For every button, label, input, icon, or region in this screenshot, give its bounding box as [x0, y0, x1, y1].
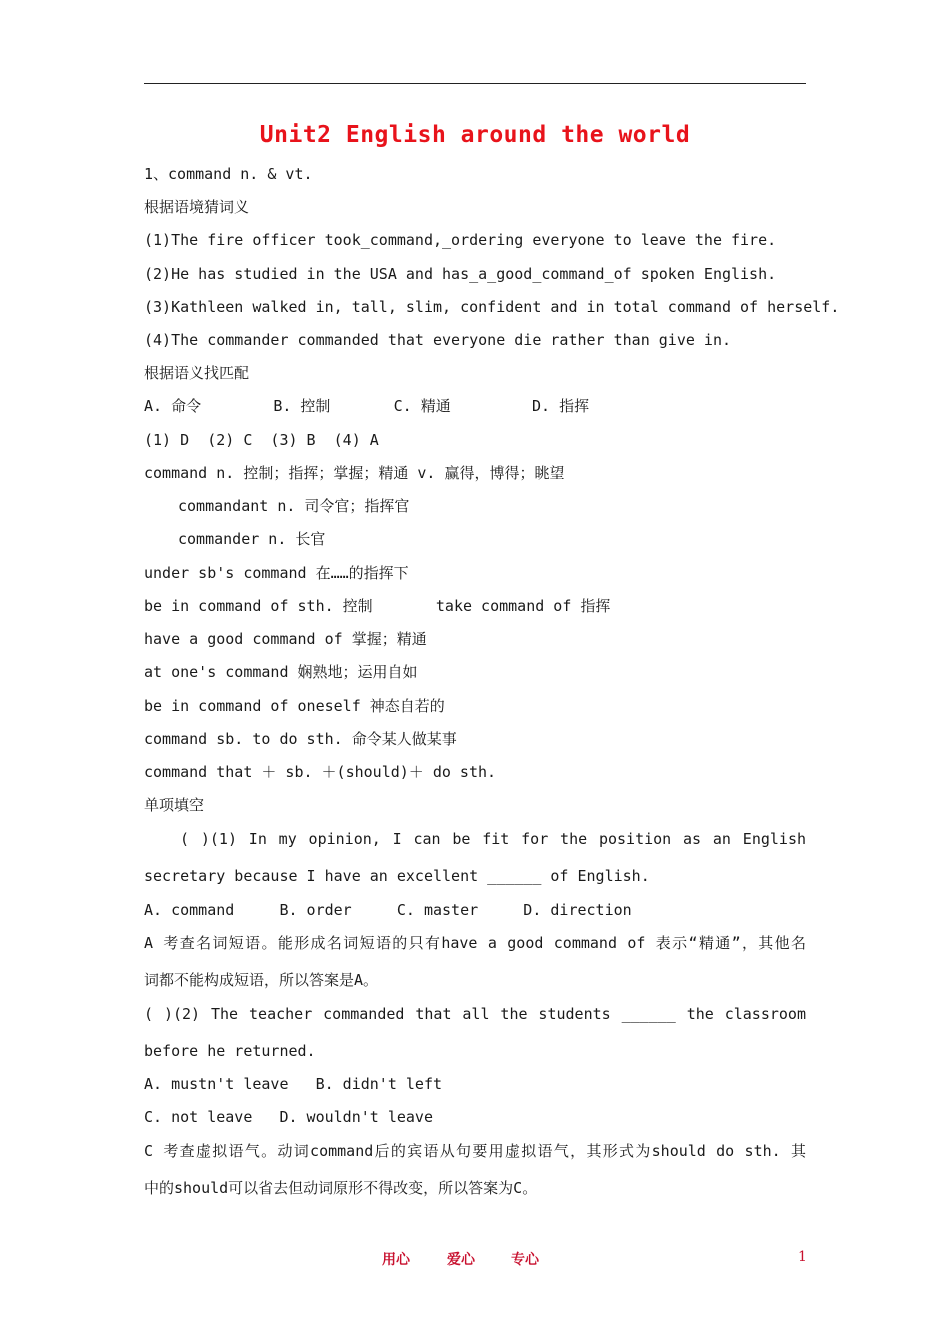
question-line: ( )(1) In my opinion, I can be fit for the position as an English [180, 830, 806, 848]
text-line: commander n. 长官 [178, 530, 326, 548]
footer-item: 爱心 [447, 1252, 475, 1268]
question-line: ( )(2) The teacher commanded that all the students ______ the classroom [144, 1005, 806, 1023]
text-line: commandant n. 司令官；指挥官 [178, 497, 410, 515]
text-line: (1) D (2) C (3) B (4) A [144, 431, 379, 449]
footer-item: 专心 [511, 1252, 539, 1268]
text-line: command n. 控制；指挥；掌握；精通 v. 赢得，博得；眺望 [144, 464, 565, 482]
text-line: be in command of sth. 控制 take command of 指挥 [144, 597, 611, 615]
text-line: 1、command n. & vt. [144, 165, 313, 183]
text-line: have a good command of 掌握；精通 [144, 630, 427, 648]
text-line: (4)The commander commanded that everyone die rather than give in. [144, 331, 731, 349]
page-number: 1 [798, 1249, 807, 1265]
text-line: command sb. to do sth. 命令某人做某事 [144, 730, 457, 748]
answer-line: A 考查名词短语。能形成名词短语的只有have a good command of 表示“精通”，其他名 [144, 934, 806, 952]
options-line: A. command B. order C. master D. direction [144, 901, 632, 919]
question-line: before he returned. [144, 1042, 316, 1060]
text-line: under sb's command 在……的指挥下 [144, 564, 409, 582]
text-line: be in command of oneself 神态自若的 [144, 697, 445, 715]
section-heading: 根据语境猜词义 [144, 198, 250, 216]
text-line: (2)He has studied in the USA and has_a_good_command_of spoken English. [144, 265, 777, 283]
text-line: A. 命令 B. 控制 C. 精通 D. 指挥 [144, 397, 590, 415]
question-line: secretary because I have an excellent ______ of English. [144, 867, 650, 885]
text-line: command that ＋ sb. ＋(should)＋ do sth. [144, 763, 497, 781]
text-line: at one's command 娴熟地；运用自如 [144, 663, 418, 681]
answer-line: 中的should可以省去但动词原形不得改变，所以答案为C。 [144, 1179, 538, 1197]
answer-line: C 考查虚拟语气。动词command后的宾语从句要用虚拟语气，其形式为should do sth. 其 [144, 1142, 806, 1160]
options-line: A. mustn't leave B. didn't left [144, 1075, 443, 1093]
text-line: (3)Kathleen walked in, tall, slim, confident and in total command of herself. [144, 298, 840, 316]
section-heading: 单项填空 [144, 796, 205, 814]
page-title: Unit2 English around the world [259, 122, 691, 148]
footer-item: 用心 [382, 1252, 410, 1268]
answer-line: 词都不能构成短语，所以答案是A。 [144, 971, 379, 989]
header-rule [144, 83, 806, 84]
section-heading: 根据语义找匹配 [144, 364, 250, 382]
text-line: (1)The fire officer took_command,_ordering everyone to leave the fire. [144, 231, 777, 249]
options-line: C. not leave D. wouldn't leave [144, 1108, 433, 1126]
